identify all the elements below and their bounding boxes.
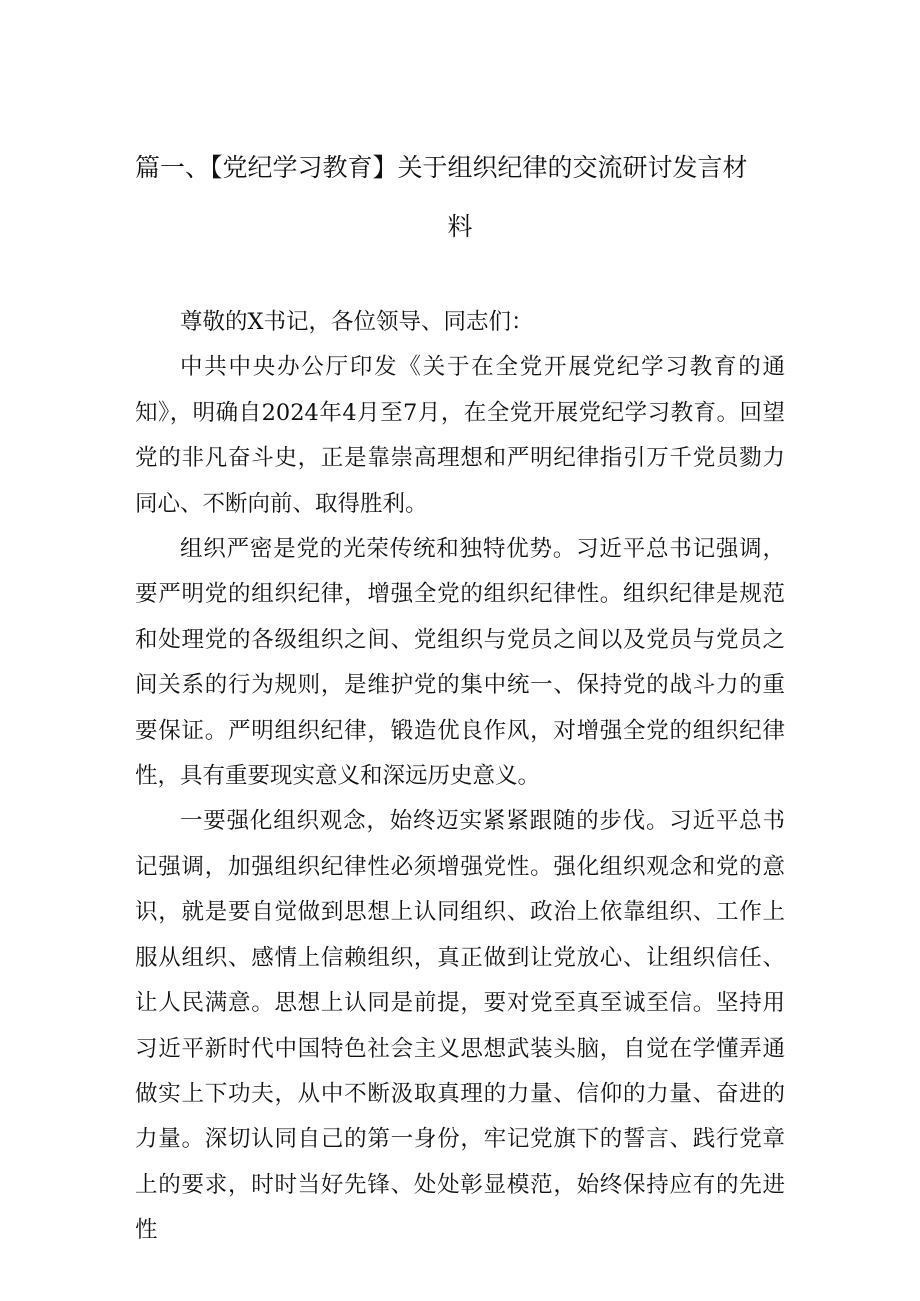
paragraph-point-one: 一要强化组织观念，始终迈实紧紧跟随的步伐。习近平总书记强调，加强组织纪律性必须增强党性。强化组织观念和党的意识，就是要自觉做到思想上认同组织、政治上依靠组织、工作上服从组织、感情上信赖组织，真正做到让党放心、让组织信任、让人民满意。思想上认同是前提，要对党至真至诚至信。坚持用习近平新时代中国特色社会主义思想武装头脑，自觉在学懂弄通做实上下功夫，从中不断汲取真理的力量、信仰的力量、奋进的力量。深切认同自己的第一身份，牢记党旗下的誓言、践行党章上的要求，时时当好先锋、处处彰显模范，始终保持应有的先进性 [135,808,785,1244]
paragraph-organization: 组织严密是党的光荣传统和独特优势。习近平总书记强调，要严明党的组织纪律，增强全党的组织纪律性。组织纪律是规范和处理党的各级组织之间、党组织与党员之间以及党员与党员之间关系的行为规则，是维护党的集中统一、保持党的战斗力的重要保证。严明组织纪律，锻造优良作风，对增强全党的组织纪律性，具有重要现实意义和深远历史意义。 [135,536,785,790]
document-body [135,300,785,1254]
paragraph-intro: 中共中央办公厅印发《关于在全党开展党纪学习教育的通知》，明确自2024年4月至7月，在全党开展党纪学习教育。回望党的非凡奋斗史，正是靠崇高理想和严明纪律指引万千党员勠力同心、不断向前、取得胜利。 [135,354,785,517]
salutation: 尊敬的X书记，各位领导、同志们： [180,309,534,335]
document-title-line-1: 篇一、【党纪学习教育】关于组织纪律的交流研讨发言材 [135,153,748,182]
document-title-line-2: 料 [447,212,473,241]
